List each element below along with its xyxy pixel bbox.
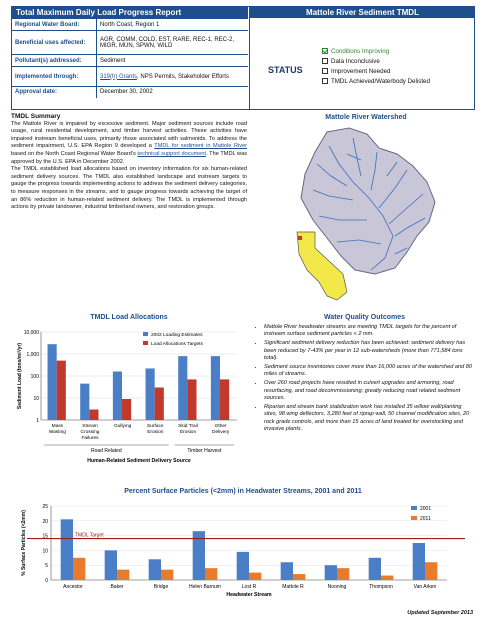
wq-outcomes xyxy=(254,324,475,435)
x-tick-label: Stream xyxy=(82,424,98,429)
status-panel xyxy=(249,7,475,109)
updated-date: Updated September 2013 xyxy=(407,610,473,616)
load-allocations-chart xyxy=(11,324,247,480)
y-tick-label: 5 xyxy=(45,563,48,570)
status-item: Improvement Needed xyxy=(322,67,430,77)
status-item: TMDL Achieved/Waterbody Delisted xyxy=(322,77,430,87)
y-axis-label: Sediment Load (tons/mi²/yr) xyxy=(17,342,23,410)
bar-load-allocations-targets xyxy=(57,361,66,420)
grants-link[interactable]: 319(h) Grants xyxy=(100,73,138,80)
location-marker xyxy=(298,236,302,240)
bar-2011 xyxy=(205,568,217,580)
bar-2011 xyxy=(337,568,349,580)
header-box xyxy=(11,6,475,110)
row-value: AGR, COMM, COLD, EST, RARE, REC-1, REC-2, MIGR, MUN, SPWN, WILD xyxy=(97,31,249,55)
bar-2011 xyxy=(425,562,437,580)
bar-2001 xyxy=(325,565,337,580)
checkbox-empty-icon xyxy=(322,78,328,84)
group-label: Road Related xyxy=(91,448,122,454)
status-item: Conditions Improving xyxy=(322,47,430,57)
bar-load-allocations-targets xyxy=(220,379,229,420)
x-tick-label: Erosion xyxy=(179,430,197,435)
x-tick-label: Other xyxy=(214,424,227,429)
legend-swatch xyxy=(143,332,148,336)
bar-load-allocations-targets xyxy=(122,399,131,420)
watershed-map xyxy=(257,124,475,310)
legend-label: Load Allocations Targets xyxy=(151,342,203,347)
bar-2011 xyxy=(117,570,129,580)
row-value: 319(h) Grants, NPS Permits, Stakeholder Efforts xyxy=(97,67,249,87)
y-tick-label: 0 xyxy=(45,578,48,584)
y-tick-label: 10 xyxy=(42,548,48,555)
bar-load-allocations-targets xyxy=(89,410,98,420)
watershed-title: Mattole River Watershed xyxy=(325,114,407,121)
bar-2001 xyxy=(237,552,249,580)
x-tick-label: Helen Barnum xyxy=(189,584,221,590)
x-tick-label: Crossing xyxy=(80,430,100,435)
tmdl-title: Mattole River Sediment TMDL xyxy=(250,7,475,18)
bar-2011 xyxy=(73,558,85,580)
x-axis-label: Headwater Stream xyxy=(226,592,272,598)
x-tick-label: Nooning xyxy=(327,584,347,590)
x-tick-label: Wasting xyxy=(48,430,66,435)
y-tick-label: 10,000 xyxy=(23,330,39,336)
wq-item: • Significant sediment delivery reduction has been achieved: sediment delivery has been reduced by 7-43% per year in 12 sub-watersheds (more than 771,584 tons total). xyxy=(264,340,475,362)
summary-paragraph: The TMDL established load allocations based on inventory information for six human-related sediment delivery sources. The TMDL also established landscape and instream targets to gauge the progress towards implementing actions to address the sediment delivery categories, to measure responses in the streams, and to gauge progress towards achieving the target of an 86% reduction in human-related sediment delivery. The TMDL is implemented through actions by private landowner, industrial timberland owners, and restoration groups. xyxy=(11,166,247,211)
legend-swatch xyxy=(143,341,148,345)
x-tick-label: Van Arken xyxy=(413,584,437,590)
bar-2002-loading-estimates xyxy=(113,372,122,420)
bar-2001 xyxy=(281,562,293,580)
bar-2001 xyxy=(369,558,381,580)
x-axis-label: Human-Related Sediment Delivery Source xyxy=(87,458,191,464)
bar-2011 xyxy=(249,573,261,580)
wq-item: • Mattole River headwater streams are meeting TMDL targets for the percent of instream surface sediment particles < 2 mm. xyxy=(264,324,475,339)
x-tick-label: Erosion xyxy=(147,430,164,435)
y-tick-label: 15 xyxy=(42,533,48,540)
report-page xyxy=(11,6,475,622)
status-item: Data Inconclusive xyxy=(322,57,430,67)
status-label: STATUS xyxy=(268,65,303,75)
tmdl-link[interactable]: TMDL for sediment in Mattole River xyxy=(154,143,247,150)
y-axis-label: % Surface Particles (<2mm) xyxy=(21,510,27,576)
x-tick-label: Ancestor xyxy=(63,584,83,590)
bar-2002-loading-estimates xyxy=(178,356,187,420)
y-tick-label: 20 xyxy=(42,518,48,525)
x-tick-label: Bridge xyxy=(153,584,169,590)
legend-label: 2001 xyxy=(420,506,432,512)
bar-2011 xyxy=(381,576,393,580)
bar-2001 xyxy=(61,519,73,580)
y-tick-label: 1,000 xyxy=(26,352,39,358)
info-panel xyxy=(12,7,248,109)
legend-label: 2011 xyxy=(420,516,431,522)
wq-title: Water Quality Outcomes xyxy=(323,314,406,321)
bar-2002-loading-estimates xyxy=(80,384,89,420)
tmdl-summary xyxy=(11,113,247,212)
x-tick-label: Mass xyxy=(51,424,64,429)
bar-2001 xyxy=(149,559,161,580)
checkbox-checked-icon xyxy=(322,48,328,54)
legend-label: 2002 Loading Estimates xyxy=(151,333,203,338)
y-tick-label: 1 xyxy=(36,418,39,424)
bar-2001 xyxy=(105,550,117,580)
x-tick-label: Baker xyxy=(110,584,124,590)
checkbox-empty-icon xyxy=(322,58,328,64)
row-label: Regional Water Board: xyxy=(12,19,97,31)
x-tick-label: Gullying xyxy=(113,424,132,429)
row-label: Implemented through: xyxy=(12,67,97,87)
row-value: December 30, 2002 xyxy=(97,87,249,98)
row-label: Pollutant(s) addressed: xyxy=(12,55,97,67)
checkbox-empty-icon xyxy=(322,68,328,74)
technical-document-link[interactable]: technical support document xyxy=(137,150,207,157)
x-tick-label: Surface xyxy=(147,424,164,429)
x-tick-label: Thompson xyxy=(369,584,393,590)
bar-load-allocations-targets xyxy=(187,379,196,420)
row-label: Beneficial uses affected: xyxy=(12,31,97,55)
surface-particles-chart xyxy=(11,498,475,608)
legend-swatch xyxy=(411,506,417,510)
wq-item: • Over 260 road projects have resulted in culvert upgrades and armoring, road resurfacing, and road decommissioning; greatly reducing road related sediment sources. xyxy=(264,380,475,402)
bar-2002-loading-estimates xyxy=(48,344,57,420)
y-tick-label: 100 xyxy=(30,374,39,380)
legend-swatch xyxy=(411,516,417,520)
y-tick-label: 25 xyxy=(42,504,48,510)
bar-2002-loading-estimates xyxy=(146,368,155,420)
info-table xyxy=(12,18,248,98)
x-tick-label: Lost R xyxy=(241,584,257,590)
report-title: Total Maximum Daily Load Progress Report xyxy=(12,7,248,18)
wq-item: • Sediment source inventories cover more than 16,000 acres of the watershed and 80 miles of streams. xyxy=(264,364,475,379)
wq-item: • Riparian and stream bank stabilization work has installed 35 willow wall/planting sites, 98 wing deflectors, 3,280 feet of riprap wall, 50 channel modification sites, 20 rock grade controls, and more than 15 acres of land treated for overstocking and invasive plants. xyxy=(264,404,475,434)
x-tick-label: Mattole R xyxy=(282,584,304,590)
target-label: TMDL Target xyxy=(75,532,104,539)
bar-load-allocations-targets xyxy=(155,388,164,420)
x-tick-label: Skid Trail xyxy=(178,424,198,429)
y-tick-label: 10 xyxy=(33,396,39,402)
x-tick-label: Failures xyxy=(81,436,99,441)
bar-2001 xyxy=(413,543,425,580)
x-tick-label: Delivery xyxy=(212,430,230,435)
bar-2002-loading-estimates xyxy=(211,356,220,420)
status-list xyxy=(322,47,430,87)
row-label: Approval date: xyxy=(12,87,97,98)
particle-chart-title: Percent Surface Particles (<2mm) in Headwater Streams, 2001 and 2011 xyxy=(124,488,362,495)
summary-paragraph: The Mattole River is impaired by excessive sediment. Major sediment sources include road usage, rural residential development, and timber harvest activities. These activities have impaired instream beneficial uses, primarily those associated with salmonids. To address the sediment impairment, U.S. EPA Region 9 developed a TMDL for sediment in Mattole River based on the North Coast Regional Water Board's technical support document. The TMDL was approved by the U.S. EPA in December 2002. xyxy=(11,120,248,165)
bar-2011 xyxy=(161,570,173,580)
load-chart-title: TMDL Load Allocations xyxy=(90,314,168,321)
row-value: Sediment xyxy=(97,55,249,67)
summary-heading: TMDL Summary xyxy=(11,113,61,120)
row-value: North Coast, Region 1 xyxy=(97,19,249,31)
bar-2011 xyxy=(293,574,305,580)
group-label: Timber Harvest xyxy=(187,448,222,454)
